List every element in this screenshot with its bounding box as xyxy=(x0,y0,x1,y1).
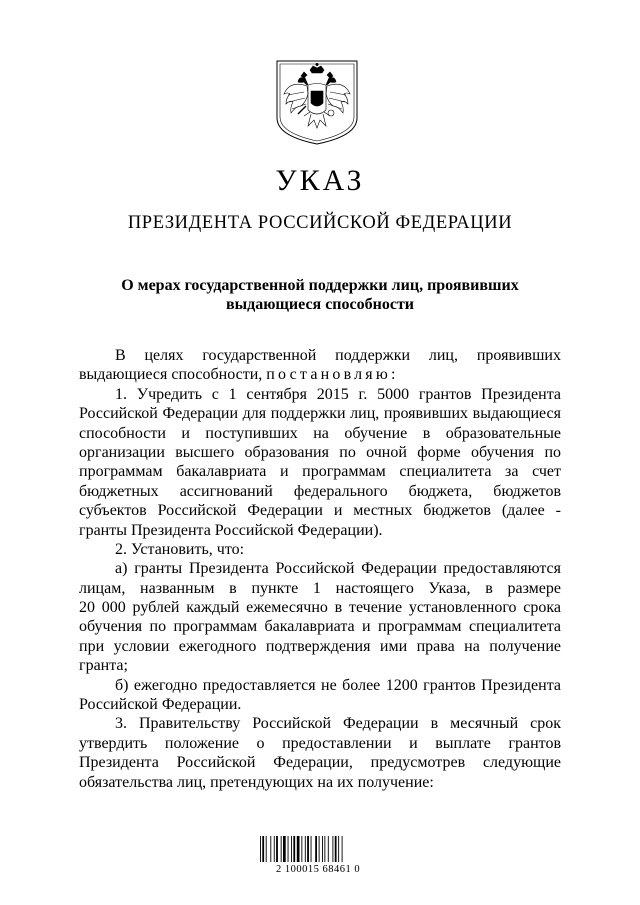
body-line-text: лицам, названным в пункте 1 настоящего Указа, в размере xyxy=(79,579,561,597)
body-line-text: субъектов Российской Федерации и местных бюджетов (далее - xyxy=(79,502,561,520)
decree-heading-line: выдающиеся способности xyxy=(225,296,415,313)
barcode-bar xyxy=(342,836,343,862)
body-line-text: а) гранты Президента Российской Федерации предоставляются xyxy=(115,560,561,578)
body-line-text: организации высшего образования по очной форме обучения по xyxy=(79,443,561,461)
barcode-bar xyxy=(328,836,329,862)
barcode-bar xyxy=(274,836,275,862)
body-line-spaced: постановляю: xyxy=(266,366,399,384)
decree-heading xyxy=(80,276,560,314)
barcode-bar xyxy=(266,836,267,862)
body-line xyxy=(79,540,561,559)
body-line-text: Российской Федерации для поддержки лиц, проявивших выдающиеся xyxy=(79,405,561,423)
body-line-text: гранты Президента Российской Федерации). xyxy=(79,521,383,539)
barcode-bar xyxy=(324,836,325,862)
body-line xyxy=(79,521,561,540)
barcode-bar xyxy=(288,836,289,862)
body-line-text: обучения по программам бакалавриата и программам специалитета xyxy=(79,618,561,636)
barcode-bar xyxy=(262,836,264,862)
body-line xyxy=(79,443,561,462)
body-line xyxy=(79,598,561,617)
body-line-text: при условии ежегодного подтверждения ими права на получение xyxy=(79,637,561,655)
barcode-bar xyxy=(332,836,333,862)
barcode-bar xyxy=(270,836,271,862)
body-line xyxy=(79,714,561,733)
body-line-text: 20 000 рублей каждый ежемесячно в течение установленного срока xyxy=(79,599,561,617)
barcode-bar xyxy=(297,836,300,862)
body-line-text: утвердить положение о предоставлении и выплате грантов xyxy=(79,734,561,752)
body-line-text: способности и поступивших на обучение в образовательные xyxy=(79,424,561,442)
document-subtitle: ПРЕЗИДЕНТА РОССИЙСКОЙ ФЕДЕРАЦИИ xyxy=(127,213,513,233)
barcode-bar xyxy=(311,836,312,862)
body-line xyxy=(79,676,561,695)
barcode-bar xyxy=(281,836,282,862)
barcode-bar xyxy=(319,836,320,862)
body-line xyxy=(79,424,561,443)
body-line xyxy=(79,404,561,423)
barcode-bar xyxy=(301,836,302,862)
body-line xyxy=(79,559,561,578)
barcode-bar xyxy=(338,836,339,862)
body-line-text: обязательства лиц, претендующих на их получение: xyxy=(79,773,434,791)
barcode-bar xyxy=(335,836,337,862)
barcode-bar xyxy=(307,836,309,862)
barcode-bar xyxy=(283,836,286,862)
body-line xyxy=(79,773,561,792)
body-line-text: В целях государственной поддержки лиц, проявивших xyxy=(115,347,561,364)
body-line xyxy=(79,695,561,714)
body-line-text: выдающиеся способности, xyxy=(79,366,267,384)
body-line xyxy=(79,501,561,520)
body-line xyxy=(79,617,561,636)
body-line-text: 3. Правительству Российской Федерации в месячный срок xyxy=(115,715,561,733)
barcode-bar xyxy=(305,836,306,862)
body-line-text: 2. Установить, что: xyxy=(115,540,245,558)
decree-body xyxy=(79,346,561,792)
document-title: УКАЗ xyxy=(275,164,365,197)
body-line-text: Российской Федерации. xyxy=(79,696,242,714)
barcode xyxy=(258,832,378,862)
barcode-bar xyxy=(276,836,278,862)
body-line xyxy=(79,753,561,772)
barcode-number: 2 100015 68461 0 xyxy=(275,864,361,875)
body-line xyxy=(79,637,561,656)
body-line-text: 1. Учредить с 1 сентября 2015 г. 5000 грантов Президента xyxy=(115,385,561,403)
body-line-text: б) ежегодно предоставляется не более 1200 грантов Президента xyxy=(115,676,561,694)
decree-heading-line: О мерах государственной поддержки лиц, проявивших xyxy=(121,277,519,294)
barcode-bar xyxy=(260,836,261,862)
barcode-bar xyxy=(291,836,292,862)
body-line xyxy=(79,482,561,501)
body-line-text: бюджетных ассигнований федерального бюджета, бюджетов xyxy=(79,482,561,500)
barcode-bar xyxy=(322,836,323,862)
coat-of-arms-emblem xyxy=(274,58,360,146)
barcode-bar xyxy=(315,836,317,862)
body-line-text: программам бакалавриата и программам специалитета за счет xyxy=(79,463,561,481)
body-line xyxy=(79,656,561,675)
body-line xyxy=(79,734,561,753)
barcode-bar xyxy=(293,836,295,862)
body-line-text: Президента Российской Федерации, предусмотрев следующие xyxy=(79,754,561,772)
body-line-text: гранта; xyxy=(79,657,128,675)
body-line xyxy=(79,346,561,365)
body-line xyxy=(79,462,561,481)
body-line xyxy=(79,579,561,598)
body-line xyxy=(79,385,561,404)
body-line xyxy=(79,365,561,384)
